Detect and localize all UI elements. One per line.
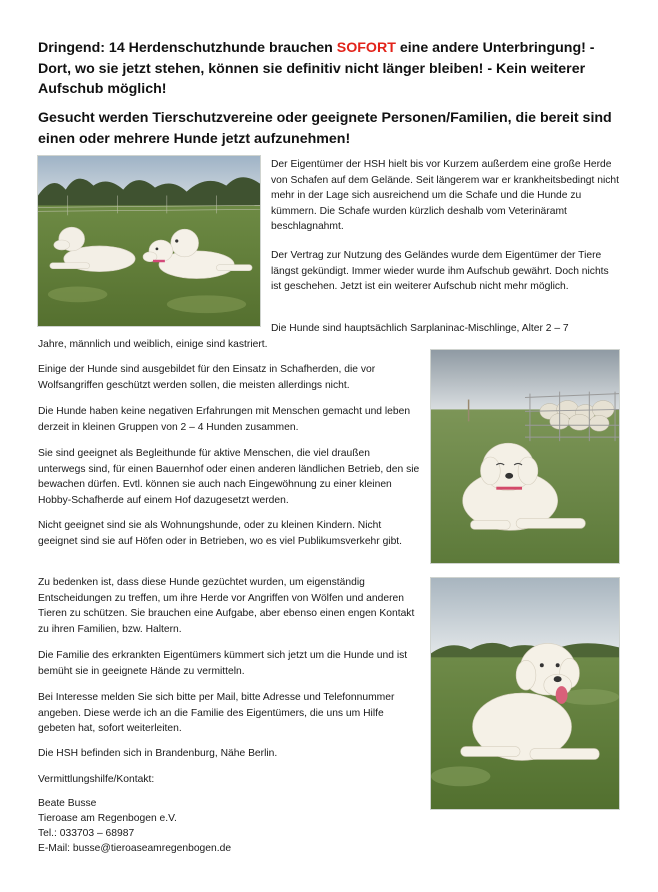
- photo-dog-sheep: [430, 349, 620, 564]
- paragraph-suitable: Sie sind geeignet als Begleithunde für aktive Menschen, die viel draußen unterwegs sind, für einen Bauernhof oder einen anderen ländlichen Betrieb, den sie bewachen dürfen. Evtl. können sie auch nach Eingewöhnung zu einer kleinen Hobby-Schafherde auf einem Hof dazugesetzt werden.: [38, 448, 420, 506]
- contact-name: Beate Busse: [38, 798, 97, 809]
- contact-phone: Tel.: 033703 – 68987: [38, 828, 135, 839]
- headline: [38, 38, 628, 100]
- paragraph-location: Die HSH befinden sich in Brandenburg, Nähe Berlin.: [38, 748, 278, 759]
- headline-highlight: SOFORT: [336, 40, 396, 56]
- subheadline: Gesucht werden Tierschutzvereine oder geeignete Personen/Familien, die bereit sind einen oder mehrere Hunde jetzt aufzunehmen!: [38, 110, 612, 147]
- photo-dog-sheep-image: [431, 350, 619, 563]
- paragraph-breed-line2: Jahre, männlich und weiblich, einige sind kastriert.: [38, 339, 268, 350]
- photo-two-dogs: [37, 155, 261, 327]
- contact-email[interactable]: E-Mail: busse@tieroaseamregenbogen.de: [38, 843, 232, 854]
- paragraph-breed-line1: Die Hunde sind hauptsächlich Sarplaninac-Mischlinge, Alter 2 – 7: [271, 323, 569, 334]
- photo-dog-tongue: [430, 577, 620, 810]
- paragraph-consider: Zu bedenken ist, dass diese Hunde gezüchtet wurden, um eigenständig Entscheidungen zu treffen, um ihre Herde vor Angriffen von Wölfen und anderen Tieren zu schützen. Sie brauchen eine Aufgabe, aber ebenso einen engen Kontakt zu ihren Familien, bzw. Haltern.: [38, 577, 415, 635]
- photo-two-dogs-image: [38, 156, 260, 326]
- paragraph-contact-heading: Vermittlungshilfe/Kontakt:: [38, 774, 155, 785]
- paragraph-interest: Bei Interesse melden Sie sich bitte per Mail, bitte Adresse und Telefonnummer angeben. Diese werde ich an die Familie des Eigentümers, die uns um Hilfe gebeten hat, sofort weiterleiten.: [38, 692, 395, 735]
- photo-dog-tongue-image: [431, 578, 619, 809]
- paragraph-experience: Die Hunde haben keine negativen Erfahrungen mit Menschen gemacht und leben derzeit in kleinen Gruppen von 2 – 4 Hunden zusammen.: [38, 406, 411, 433]
- paragraph-contract: Der Vertrag zur Nutzung des Geländes wurde dem Eigentümer der Tiere längst gekündigt. Immer wieder wurde ihm Aufschub gewährt. Doch nichts ist geschehen. Jetzt ist ein weiterer Aufschub nicht mehr möglich.: [271, 250, 609, 293]
- paragraph-family: Die Familie des erkrankten Eigentümers kümmert sich jetzt um die Hunde und ist bemüht sie in geeignete Hände zu vermitteln.: [38, 650, 408, 677]
- contact-org: Tieroase am Regenbogen e.V.: [38, 813, 177, 824]
- paragraph-not-suitable: Nicht geeignet sind sie als Wohnungshunde, oder zu kleinen Kindern. Nicht geeignet sind sie auf Höfen oder in Betrieben, wo es viel Publikumsverkehr gibt.: [38, 520, 403, 547]
- paragraph-owner: Der Eigentümer der HSH hielt bis vor Kurzem außerdem eine große Herde von Schafen auf dem Gelände. Seit längerem war er krankheitsbedingt nicht mehr in der Lage sich ausreichend um die Schafe und die Hunde zu kümmern. Die Schafe wurden kürzlich deshalb vom Veterinäramt beschlagnahmt.: [271, 159, 620, 233]
- headline-part1: Dringend: 14 Herdenschutzhunde brauchen: [38, 40, 337, 56]
- headline-part2: eine andere Unterbringung! - Dort, wo sie jetzt stehen, können sie definitiv nicht länger bleiben! - Kein weiterer Aufschub möglich!: [38, 40, 595, 97]
- paragraph-training: Einige der Hunde sind ausgebildet für den Einsatz in Schafherden, die vor Wolfsangriffen geschützt werden sollen, die meisten allerdings nicht.: [38, 364, 376, 391]
